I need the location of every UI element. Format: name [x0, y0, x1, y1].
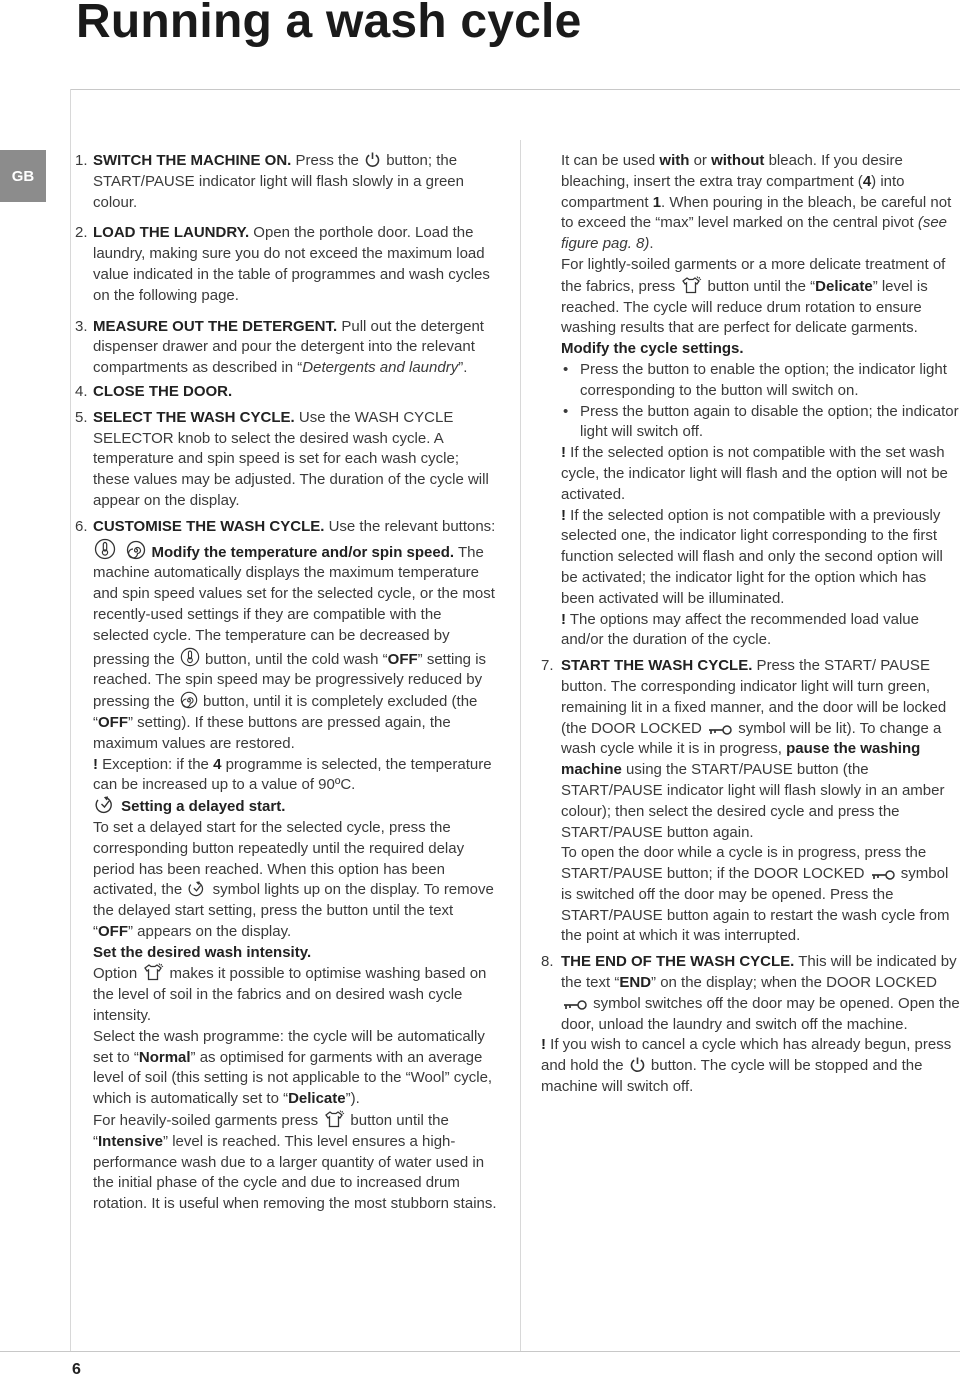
step-close-door — [75, 382, 497, 403]
off-setting: OFF — [98, 713, 128, 731]
step-heading: THE END OF THE WASH CYCLE. — [561, 953, 795, 971]
body-text: It can be used — [561, 152, 660, 169]
off-setting: OFF — [387, 650, 418, 668]
left-margin-rule — [70, 89, 71, 1351]
body-text: . — [649, 235, 654, 253]
language-tab: GB — [0, 150, 46, 202]
column-divider — [520, 140, 521, 1351]
emphasis: without — [711, 152, 765, 169]
step-heading: START THE WASH CYCLE. — [561, 657, 753, 675]
thermometer-icon — [180, 647, 200, 667]
emphasis: pause the washing machine — [561, 740, 921, 779]
option-note — [541, 610, 960, 652]
step-number: 3. — [75, 317, 88, 335]
clock-delay-icon — [94, 796, 116, 814]
step-number: 7. — [541, 657, 554, 675]
step-end-cycle — [541, 952, 960, 1035]
delayed-start-section — [75, 796, 497, 943]
intensity-level: Delicate — [815, 277, 873, 295]
step-number: 8. — [541, 953, 554, 971]
step-heading: LOAD THE LAUNDRY. — [93, 224, 250, 242]
step-start-cycle — [541, 656, 960, 947]
step-text: ”. — [458, 359, 468, 377]
warning-mark: ! — [93, 755, 98, 773]
body-text: ” as optimised for garments with an average level of soil (this setting is not applicable to the “Wool” cycle, which is automatically set to “ — [93, 1048, 493, 1108]
compartment-number: 1 — [652, 193, 662, 211]
body-text: ” level is reached. This level ensures a high-performance wash due to a larger quantity of water used in the initial phase of the cycle and due to increased drum rotation. It is useful when removing the most stubborn stains. — [93, 1132, 497, 1213]
power-button-icon — [364, 151, 381, 168]
step-text: symbol switches off the door may be opened. Open the door, unload the laundry and switch off the machine. — [561, 994, 960, 1033]
bleach-section — [541, 151, 960, 339]
step-text: Press the START/ PAUSE button. The corresponding indicator light will turn green, remaining lit in a fixed manner, and the door will be locked (the DOOR LOCKED — [561, 657, 947, 737]
key-door-locked-icon — [707, 724, 733, 736]
spin-spiral-icon — [180, 691, 198, 709]
body-text: button, until it is completely excluded (the “ — [93, 693, 478, 731]
body-text: If the selected option is not compatible with the set wash cycle, the indicator light will flash and the option will not be activated. — [561, 444, 948, 503]
off-setting: OFF — [98, 922, 128, 940]
step-text: Open the porthole door. Load the laundry, making sure you do not exceed the maximum load value indicated in the table of programmes and wash cycles on the following page. — [93, 224, 490, 304]
shirt-intensity-icon — [323, 1110, 345, 1128]
body-text: ” setting is reached. The spin speed may be progressively reduced by pressing the — [93, 650, 487, 711]
body-text: ” level is reached. The cycle will reduce drum rotation to ensure washing results that are perfect for delicate garments. — [561, 277, 928, 337]
compartment-number: 4 — [862, 172, 872, 190]
step-text: Use the WASH CYCLE SELECTOR knob to select the desired wash cycle. A temperature and spin speed is set for each wash cycle; these values may be adjusted. The duration of the cycle will appear on the display. — [93, 408, 489, 509]
body-text: Exception: if the — [98, 755, 214, 773]
subsection-heading: Modify the cycle settings. — [561, 340, 744, 358]
step-select-cycle — [75, 408, 497, 512]
title-divider — [70, 89, 960, 90]
body-text: Option — [93, 965, 142, 983]
list-item — [541, 360, 960, 402]
body-text: The options may affect the recommended load value and/or the duration of the cycle. — [561, 610, 919, 649]
step-heading: SELECT THE WASH CYCLE. — [93, 408, 295, 426]
step-number: 6. — [75, 517, 88, 535]
cancel-cycle-note — [541, 1035, 960, 1097]
warning-mark: ! — [561, 610, 566, 628]
step-text: using the START/PAUSE button (the START/PAUSE indicator light will flash slowly in an amber colour); then select the desired cycle and press the START/PAUSE button again. — [561, 761, 945, 841]
body-text: programme is selected, the temperature can be increased up to a value of 90ºC. — [93, 755, 492, 794]
right-column — [541, 151, 960, 1098]
body-text: If the selected option is not compatible with a previously selected one, the indicator light corresponding to the first function selected will flash and only the second option will be activated; the indicator light for the option which has been activated will be illuminated. — [561, 506, 943, 607]
step-load-laundry — [75, 223, 497, 306]
step-switch-on — [75, 151, 497, 213]
emphasis: with — [659, 152, 690, 169]
shirt-intensity-icon — [680, 276, 702, 294]
body-text: button. The cycle will be stopped and the machine will switch off. — [541, 1057, 923, 1096]
list-item-text: Press the button to enable the option; the indicator light corresponding to the button will switch on. — [580, 360, 947, 399]
key-door-locked-icon — [870, 869, 896, 881]
bullet-marker: • — [563, 360, 569, 378]
body-text: For heavily-soiled garments press — [93, 1112, 323, 1130]
step-number: 2. — [75, 224, 88, 242]
step-number: 1. — [75, 152, 88, 169]
bullet-marker: • — [563, 402, 569, 420]
subsection-heading: Modify the temperature and/or spin speed. — [151, 543, 455, 561]
warning-mark: ! — [561, 444, 566, 462]
spin-spiral-icon — [126, 540, 146, 560]
body-text: . When pouring in the bleach, be careful not to exceed the “max” level marked on the central pivot — [561, 193, 952, 232]
list-item-text: Press the button again to disable the option; the indicator light will switch off. — [580, 402, 959, 441]
intensity-level: Delicate — [288, 1090, 346, 1108]
subsection-heading: Set the desired wash intensity. — [93, 943, 312, 961]
body-text: ” setting). If these buttons are pressed again, the maximum values are restored. — [93, 713, 451, 752]
shirt-intensity-icon — [142, 963, 164, 981]
step-customise-cycle — [75, 517, 497, 538]
intensity-level: Intensive — [98, 1132, 164, 1150]
step-heading: SWITCH THE MACHINE ON. — [93, 152, 292, 169]
body-text: button, until the cold wash “ — [200, 650, 388, 668]
step-heading: MEASURE OUT THE DETERGENT. — [93, 317, 338, 335]
step-text: symbol is switched off the door may be opened. Press the START/PAUSE button again to restart the wash cycle from the point at which it was interrupted. — [561, 865, 950, 945]
step-text: symbol will be lit). To change a wash cycle while it is in progress, — [561, 719, 942, 758]
step-measure-detergent — [75, 317, 497, 379]
display-text: END — [619, 974, 652, 992]
step-text: ” on the display; when the DOOR LOCKED — [651, 974, 937, 992]
option-note — [541, 506, 960, 610]
option-note — [541, 443, 960, 505]
clock-delay-icon — [187, 881, 207, 897]
body-text: button until the “ — [93, 1112, 449, 1150]
body-text: If you wish to cancel a cycle which has already begun, press and hold the — [541, 1036, 952, 1075]
power-button-icon — [629, 1056, 646, 1073]
step-text: button; the START/PAUSE indicator light will flash slowly in a green colour. — [93, 152, 464, 211]
wash-intensity-section — [75, 943, 497, 1215]
temperature-spin-section — [75, 538, 497, 797]
modify-settings-list — [541, 360, 960, 443]
step-text: This will be indicated by the text “ — [561, 953, 957, 992]
thermometer-icon — [94, 538, 116, 560]
subsection-heading: Setting a delayed start. — [121, 798, 286, 816]
intensity-level: Normal — [138, 1048, 191, 1066]
body-text: ”). — [345, 1090, 360, 1108]
body-text: For lightly-soiled garments or a more delicate treatment of the fabrics, press — [561, 255, 946, 295]
left-column — [75, 151, 497, 1215]
body-text: makes it possible to optimise washing based on the level of soil in the fabrics and on desired wash cycle intensity. — [93, 965, 487, 1025]
step-text: Press the — [291, 152, 364, 169]
body-text: Select the wash programme: the cycle will be automatically set to “ — [93, 1027, 485, 1066]
page-title: Running a wash cycle — [76, 0, 582, 48]
body-text: ) into compartment — [561, 172, 905, 211]
body-text: or — [689, 152, 712, 169]
step-text: Use the relevant buttons: — [324, 517, 496, 535]
page-number: 6 — [72, 1361, 81, 1378]
body-text: button until the “ — [703, 277, 816, 295]
step-number: 4. — [75, 382, 88, 400]
step-heading: CLOSE THE DOOR. — [93, 382, 233, 400]
body-text: To set a delayed start for the selected cycle, press the corresponding button repeatedly until the required delay period has been reached. When this option has been activated, the — [93, 818, 465, 899]
body-text: ” appears on the display. — [128, 922, 292, 940]
figure-reference: (see figure pag. 8) — [561, 214, 948, 253]
list-item — [541, 402, 960, 444]
modify-settings-heading — [541, 339, 960, 360]
programme-number: 4 — [213, 755, 222, 773]
step-text: To open the door while a cycle is in progress, press the START/PAUSE button; if the DOOR LOCKED — [561, 844, 927, 883]
key-door-locked-icon — [562, 999, 588, 1011]
warning-mark: ! — [561, 506, 566, 524]
body-text: symbol lights up on the display. To remove the delayed start setting, press the button until the text “ — [93, 881, 494, 940]
step-heading: CUSTOMISE THE WASH CYCLE. — [93, 517, 325, 535]
footer-divider — [0, 1351, 960, 1352]
step-number: 5. — [75, 408, 88, 426]
warning-mark: ! — [541, 1036, 546, 1054]
body-text: The machine automatically displays the maximum temperature and spin speed values set for the selected cycle, or the most recently-used settings if they are compatible with the selected cycle. The temperature can be decreased by pressing the — [93, 543, 495, 668]
body-text: bleach. If you desire bleaching, insert the extra tray compartment ( — [561, 152, 903, 190]
section-reference: Detergents and laundry — [302, 359, 459, 377]
step-text: Pull out the detergent dispenser drawer and pour the detergent into the relevant compartments as described in “ — [93, 317, 484, 377]
